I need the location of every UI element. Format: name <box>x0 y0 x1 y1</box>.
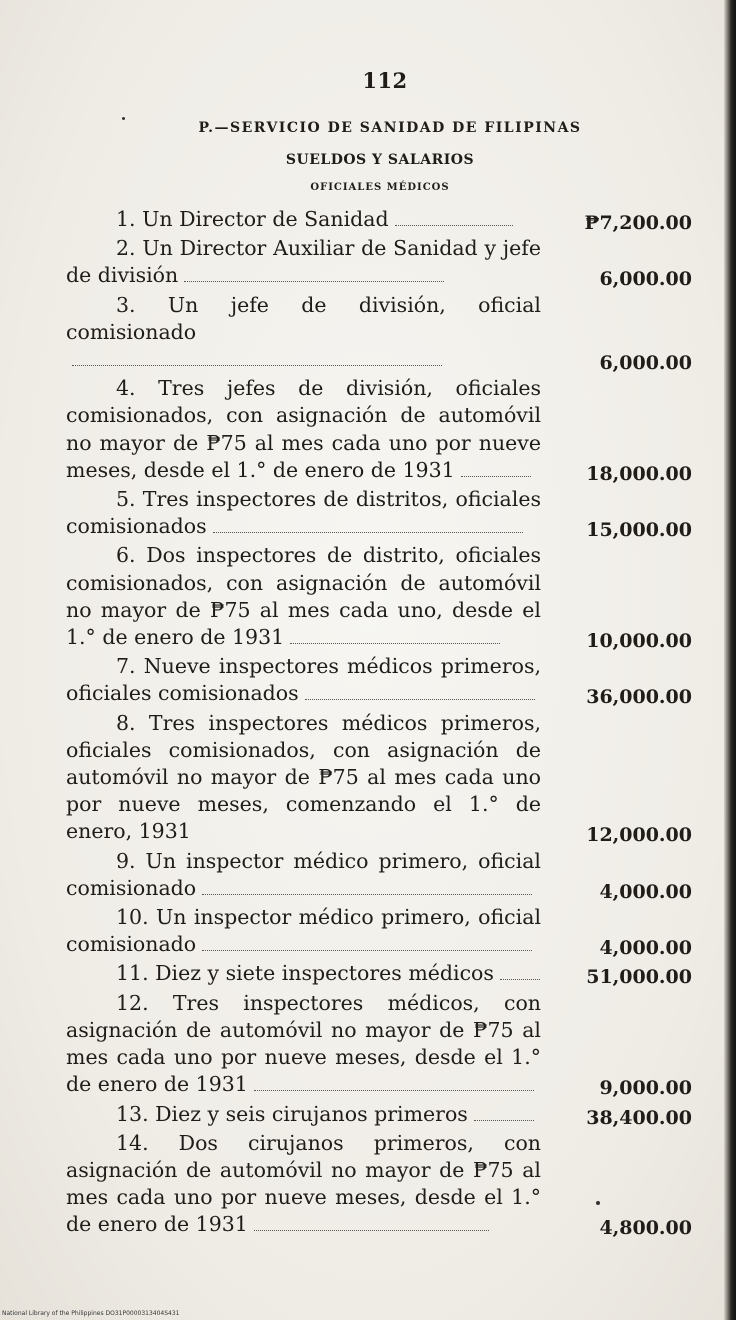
footer-watermark: National Library of the Philippines DO31P0000313404S431 <box>2 1310 180 1317</box>
leader-dots <box>474 1119 534 1121</box>
scan-edge <box>724 0 736 1320</box>
entry-amount: 6,000.00 <box>599 268 692 291</box>
entry-amount: 38,400.00 <box>586 1106 692 1129</box>
leader-dots <box>202 893 532 895</box>
ink-speck <box>596 1201 600 1205</box>
entry-text: 14. Dos cirujanos primeros, con asignación de automóvil no mayor de ₱75 al mes cada uno por nueve meses, desde el 1.° de enero de 1931 <box>66 1130 541 1237</box>
leader-dots <box>254 1089 534 1091</box>
entry-text: 1. Un Director de Sanidad <box>116 207 389 231</box>
leader-dots <box>290 642 500 644</box>
entry-text: 3. Un jefe de división, oficial comisionado <box>66 292 541 344</box>
entry-14 <box>66 1130 706 1239</box>
entry-amount: 18,000.00 <box>586 462 692 485</box>
entry-text: 11. Diez y siete inspectores médicos <box>116 961 494 986</box>
leader-dots <box>184 280 444 282</box>
entry-amount: 10,000.00 <box>586 630 692 653</box>
entry-text: 8. Tres inspectores médicos primeros, oficiales comisionados, con asignación de automóvil no mayor de ₱75 al mes cada uno por nueve meses, comenzando el 1.° de enero, 1931 <box>66 710 541 844</box>
entry-2 <box>66 235 706 289</box>
page-number: 112 <box>362 68 408 93</box>
entry-amount: 9,000.00 <box>599 1077 692 1100</box>
leader-dots <box>500 978 540 980</box>
section-title: P.—SERVICIO DE SANIDAD DE FILIPINAS <box>198 120 582 136</box>
entry-text: 4. Tres jefes de división, oficiales comisionados, con asignación de automóvil no mayor de ₱75 al mes cada uno por nueve meses, desde el 1.° de enero de 1931 <box>66 376 541 482</box>
entry-4 <box>66 375 706 484</box>
salary-entries <box>66 206 706 1239</box>
entry-1 <box>66 206 706 233</box>
entry-9 <box>66 848 706 902</box>
leader-dots <box>395 224 513 226</box>
subtitle: SUELDOS Y SALARIOS <box>285 152 475 168</box>
entry-6 <box>66 542 706 651</box>
entry-amount: 15,000.00 <box>586 519 692 542</box>
entry-13 <box>66 1101 706 1128</box>
subsubtitle: OFICIALES MÉDICOS <box>310 182 450 193</box>
entry-7 <box>66 653 706 707</box>
entry-text: 5. Tres inspectores de distritos, oficiales comisionados <box>66 487 541 539</box>
entry-8 <box>66 710 706 846</box>
entry-amount: 36,000.00 <box>586 686 692 709</box>
entry-3 <box>66 292 706 374</box>
entry-text: 7. Nueve inspectores médicos primeros, oficiales comisionados <box>66 654 541 706</box>
entry-amount: 6,000.00 <box>599 352 692 375</box>
leader-dots <box>202 949 532 951</box>
entry-amount: 51,000.00 <box>586 966 692 989</box>
entry-10 <box>66 904 706 958</box>
entry-amount: 4,000.00 <box>599 880 692 903</box>
leader-dots <box>305 698 535 700</box>
leader-dots <box>213 531 523 533</box>
ink-speck <box>122 117 125 120</box>
leader-dots <box>72 364 442 366</box>
entry-5 <box>66 486 706 540</box>
entry-text: 9. Un inspector médico primero, oficial comisionado <box>66 848 541 900</box>
entry-amount: ₱7,200.00 <box>584 212 692 234</box>
entry-12 <box>66 990 706 1099</box>
leader-dots <box>461 475 531 477</box>
entry-text: 2. Un Director Auxiliar de Sanidad y jefe de división <box>66 236 541 288</box>
entry-text: 13. Diez y seis cirujanos primeros <box>116 1101 468 1126</box>
entry-amount: 4,800.00 <box>599 1217 692 1240</box>
entry-text: 10. Un inspector médico primero, oficial comisionado <box>66 905 541 957</box>
entry-amount: 12,000.00 <box>586 824 692 847</box>
entry-text: 12. Tres inspectores médicos, con asignación de automóvil no mayor de ₱75 al mes cada uno por nueve meses, desde el 1.° de enero de 1931 <box>66 990 541 1097</box>
entry-amount: 4,000.00 <box>599 937 692 960</box>
leader-dots <box>254 1229 489 1231</box>
entry-text: 6. Dos inspectores de distrito, oficiales comisionados, con asignación de automóvil no mayor de ₱75 al mes cada uno, desde el 1.° de enero de 1931 <box>66 543 541 650</box>
entry-11 <box>66 960 706 987</box>
